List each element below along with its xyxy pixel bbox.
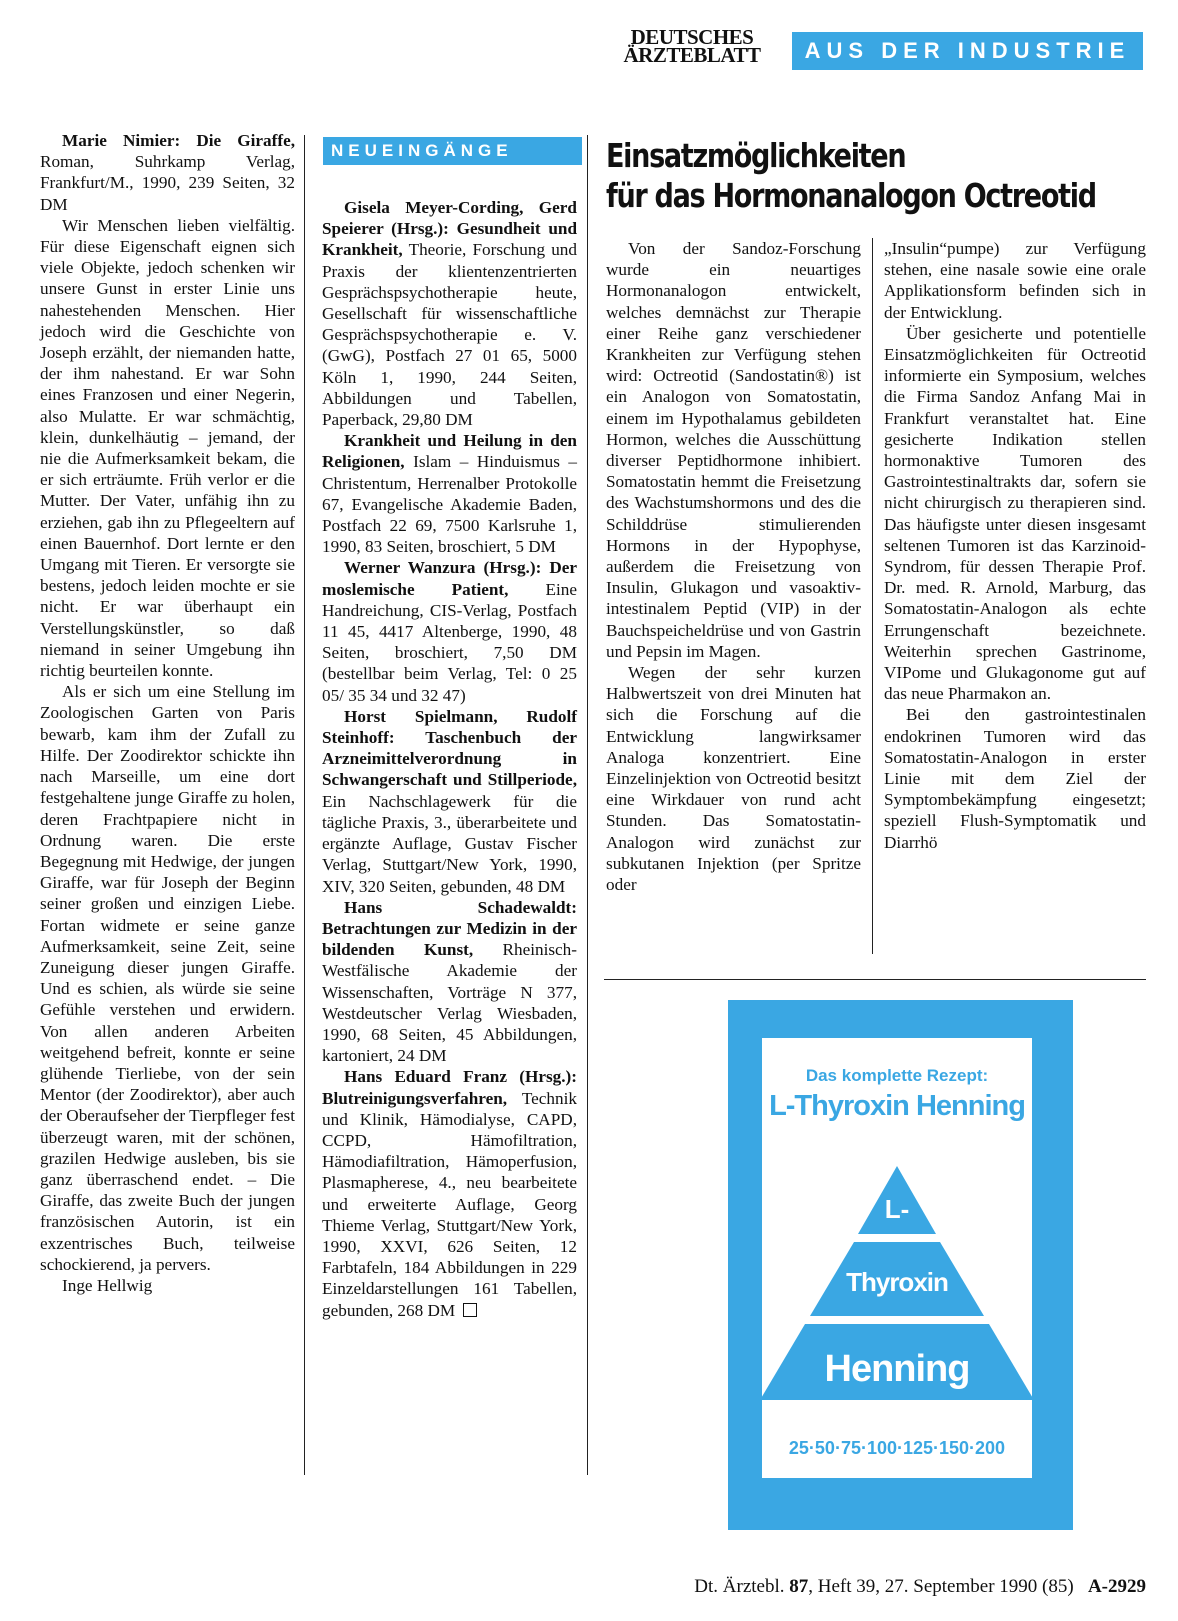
review-column: [40, 130, 295, 1296]
tier-bottom-label: Henning: [824, 1348, 970, 1390]
entry-title: Krankheit und Heilung in den Religionen,: [322, 431, 577, 472]
masthead-line1: DEUTSCHES: [630, 25, 754, 49]
entry-title: Hans Schadewaldt: Betrachtungen zur Medizin in der bildenden Kunst,: [322, 897, 577, 960]
list-item: [322, 1066, 577, 1320]
footer-journal: Dt. Ärztebl.: [694, 1576, 785, 1597]
entry-details: Eine Handreichung, CIS-Verlag, Postfach 11 45, 4417 Altenberge, 1990, 48 Seiten, broschiert, 7,50 DM (bestellbar beim Verlag, Tel: 0 25 05/ 35 34 und 32 47): [322, 579, 577, 705]
column-divider: [872, 238, 873, 954]
end-mark-icon: [463, 1303, 477, 1317]
ad-subtitle: Das komplette Rezept:: [805, 1066, 989, 1085]
review-paragraph-1: Wir Menschen lieben vielfältig. Für diese Eigenschaft eignen sich viele Objekte, jedoch schenken wir unsere Gunst in erster Linie uns nahestehenden Menschen. Hier jedoch wird die Geschichte von Joseph erzählt, der niemanden hatte, der ihm nahestand. Er war Sohn eines Franzosen und einer Negerin, also Mulatte. Er war schmächtig, klein, dunkelhäutig – jemand, der nie die Aufmerksamkeit bekam, die er sich erträumte. Früh verlor er die Mutter. Der Vater, unfähig ihn zu erziehen, gab ihn zu Pflegeeltern auf einen Bauernhof. Dort lernte er den Umgang mit Tieren. Er versorgte sie bestens, jedoch leiden mochte er sie nicht. Er war überhaupt ein Verstellungskünstler, so daß niemand in seiner Umgebung ihn richtig beurteilen konnte.: [40, 215, 295, 681]
review-heading: Marie Nimier: Die Giraffe,: [62, 131, 295, 150]
article-paragraph: Von der Sandoz-Forschung wurde ein neuartiges Hormonanalogon entwickelt, welches demnächst zur Therapie einer Reihe ganz verschiedener Krankheiten zur Verfügung stehen wird: Octreotid (Sandostatin®) ist ein Analogon von Somatostatin, einem im Hypothalamus gebildeten Hormon, welches die Ausschüttung diverser Peptidhormone inhibiert. Somatostatin hemmt die Freisetzung des Wachstumshormons und des die Schilddrüse stimulierenden Hormons in der Hypophyse, außerdem die Freisetzung von Insulin, Glukagon und vasoaktiv-intestinalem Peptid (VIP) in der Bauchspeicheldrüse und von Gastrin und Pepsin im Magen.: [606, 239, 861, 661]
masthead-line2: ÄRZTEBLATT: [623, 43, 761, 67]
entry-title: Horst Spielmann, Rudolf Steinhoff: Taschenbuch der Arzneimittelverordnung in Schwangerschaft und Stillperiode,: [322, 706, 577, 790]
ad-doses: 25·50·75·100·125·150·200: [788, 1438, 1006, 1458]
section-divider: [604, 979, 1146, 980]
neueingaenge-banner: NEUEINGÄNGE: [323, 137, 582, 165]
ad-pyramid: [762, 1038, 1032, 1478]
article-paragraph: Über gesicherte und potentielle Einsatzmöglichkeiten für Octreotid informierte ein Symposium, welches die Firma Sandoz Anfang Mai in Frankfurt veranstaltet hat. Eine gesicherte Indikation stellen hormonaktive Tumoren des Gastrointestinaltrakts dar, sofern sie nicht chirurgisch zu therapieren sind. Das häufigste unter diesen insgesamt seltenen Tumoren ist das Karzinoid-Syndrom, für dessen Therapie Prof. Dr. med. R. Arnold, Marburg, das Somatostatin-Analogon als echte Errungenschaft bezeichnete. Weiterhin sprechen Gastrinome, VIPome und Glukagonome gut auf das neue Pharmakon an.: [884, 323, 1146, 704]
article-headline: [606, 136, 1131, 216]
column-divider: [587, 135, 588, 1475]
entry-details: Ein Nachschlagewerk für die tägliche Praxis, 3., überarbeitete und ergänzte Auflage, Gustav Fischer Verlag, Stuttgart/New York, 1990, XIV, 320 Seiten, gebunden, 48 DM: [322, 791, 577, 896]
entry-details: Islam – Hinduismus – Christentum, Herrenalber Protokolle 67, Evangelische Akademie Baden, Postfach 22 69, 7500 Karlsruhe 1, 1990, 83 Seiten, broschiert, 5 DM: [322, 452, 577, 557]
tier-middle-label: Thyroxin: [846, 1267, 948, 1297]
list-item: [322, 430, 577, 557]
list-item: [322, 706, 577, 897]
ad-brand: L-Thyroxin Henning: [769, 1090, 1025, 1122]
review-meta: Roman, Suhrkamp Verlag, Frankfurt/M., 1990, 239 Seiten, 32 DM: [40, 152, 295, 214]
footer-page-number: A-2929: [1087, 1576, 1146, 1597]
article-paragraph: Wegen der sehr kurzen Halbwertszeit von drei Minuten hat sich die Forschung auf die Entwicklung langwirksamer Analoga konzentriert. Eine Einzelinjektion von Octreotid besitzt eine Wirkdauer von rund acht Stunden. Das Somatostatin-Analogon wird zunächst zur subkutanen Injektion (per Spritze oder: [606, 663, 861, 895]
entry-details: Theorie, Forschung und Praxis der klientenzentrierten Gesprächspsychotherapie heute, Gesellschaft für wissenschaftliche Gesprächspsychotherapie e. V. (GwG), Postfach 27 01 65, 5000 Köln 1, 1990, 244 Seiten, Abbildungen und Tabellen, Paperback, 29,80 DM: [322, 240, 577, 430]
list-item: [322, 897, 577, 1067]
article-column-1: [606, 238, 861, 895]
headline-line2: für das Hormonanalogon Octreotid: [606, 176, 1096, 215]
entry-title: Gisela Meyer-Cording, Gerd Speierer (Hrsg.): Gesundheit und Krankheit,: [322, 198, 577, 260]
entry-details: Rheinisch-Westfälische Akademie der Wissenschaften, Vorträge N 377, Westdeutscher Verlag Wiesbaden, 1990, 68 Seiten, 45 Abbildungen, kartoniert, 24 DM: [322, 940, 577, 1066]
footer-issue: , Heft 39, 27. September 1990 (85): [808, 1576, 1074, 1597]
review-paragraph-2: Als er sich um eine Stellung im Zoologischen Garten von Paris bewarb, kam ihm der Zufall zu Hilfe. Der Zoodirektor schickte ihn nach Marseille, um eine dort festgehaltene junge Giraffe zu holen, deren Frachtpapiere nicht in Ordnung waren. Die erste Begegnung mit Hedwige, der jungen Giraffe, war für Joseph der Beginn seiner großen und einzigen Liebe. Fortan widmete er seine ganze Aufmerksamkeit, seine Zeit, seine Zuneigung dieser jungen Giraffe. Und es schien, als würde sie seine Gefühle verstehen und erwidern. Von allen anderen Arbeiten weitgehend befreit, konnte er seine glühende Tierliebe, von der sein Mentor (der Zoodirektor), aber auch der Oberaufseher der Tierpfleger fest überzeugt waren, mit der schönen, grazilen Hedwige ausleben, bis sie ganz überraschend endet. – Die Giraffe, das zweite Buch der jungen französischen Autorin, ist ein exzentrisches Buch, teilweise schockierend, ja pervers.: [40, 682, 295, 1274]
article-paragraph: „Insulin“pumpe) zur Verfügung stehen, eine nasale sowie eine orale Applikationsform befinden sich in der Entwicklung.: [884, 239, 1146, 322]
entry-title: Hans Eduard Franz (Hrsg.): Blutreinigungsverfahren,: [322, 1067, 577, 1108]
section-banner: AUS DER INDUSTRIE: [792, 32, 1143, 70]
tier-top-label: L-: [884, 1194, 910, 1224]
article-paragraph: Bei den gastrointestinalen endokrinen Tumoren wird das Somatostatin-Analogon in erster Linie mit dem Ziel der Symptombekämpfung eingesetzt; speziell Flush-Symptomatik und Diarrhö: [884, 705, 1146, 852]
list-item: [322, 197, 577, 430]
advertisement: [728, 1000, 1073, 1530]
journal-masthead: [604, 25, 780, 67]
article-column-2: [884, 238, 1146, 853]
neueingaenge-column: [322, 197, 577, 1321]
ad-panel: [762, 1038, 1032, 1478]
entry-details: Technik und Klinik, Hämodialyse, CAPD, CCPD, Hämofiltration, Hämodiafiltration, Hämoperfusion, Plasmapherese, 4., neu bearbeitete und erweiterte Auflage, Georg Thieme Verlag, Stuttgart/New York, 1990, XXVI, 626 Seiten, 12 Farbtafeln, 184 Abbildungen in 229 Einzeldarstellungen 161 Tabellen, gebunden, 268 DM: [322, 1088, 577, 1320]
column-divider: [304, 135, 305, 1475]
footer-volume: 87: [789, 1576, 809, 1597]
page-footer: [602, 1576, 1146, 1598]
entry-title: Werner Wanzura (Hrsg.): Der moslemische Patient,: [322, 558, 577, 599]
headline-line1: Einsatzmöglichkeiten: [606, 136, 906, 175]
list-item: [322, 557, 577, 705]
review-author: Inge Hellwig: [62, 1275, 153, 1295]
